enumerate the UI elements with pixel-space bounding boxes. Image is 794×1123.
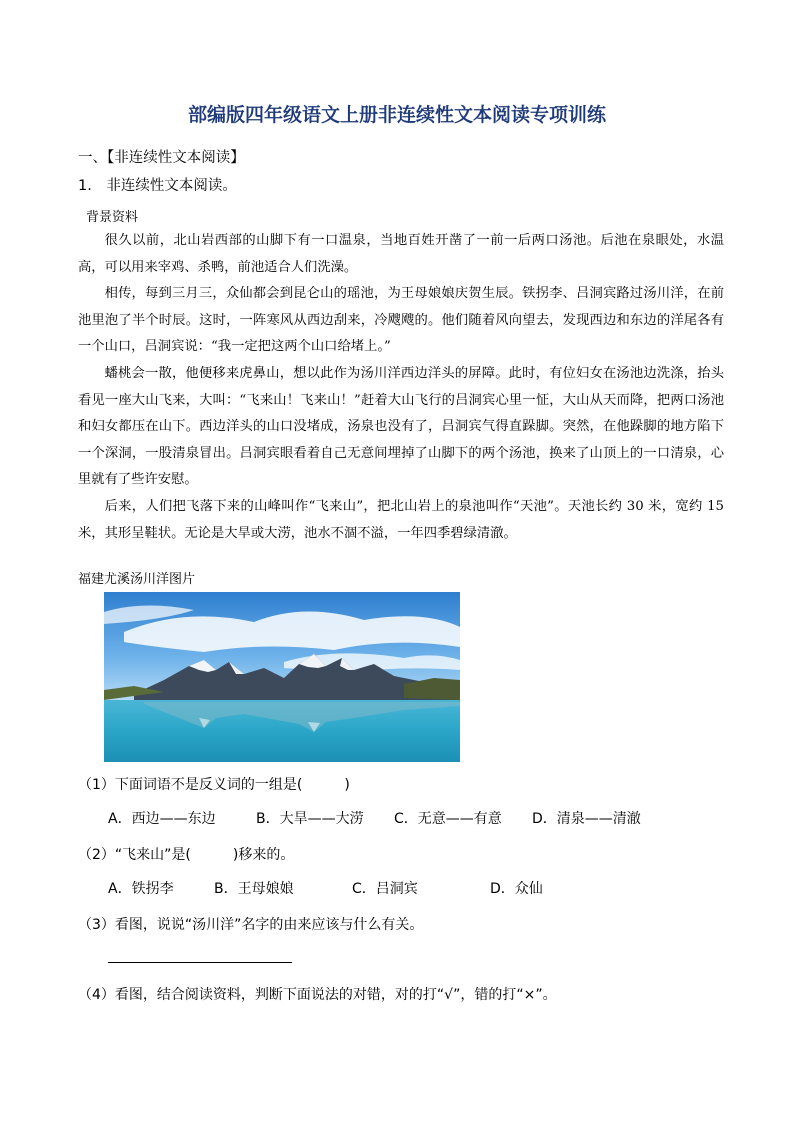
option-d: D．众仙 <box>490 881 543 897</box>
passage-paragraph: 后来，人们把飞落下来的山峰叫作“飞来山”，把北山岩上的泉池叫作“天池”。天池长约 30 米，宽约 15 米，其形呈鞋状。无论是大旱或大涝，池水不涸不溢，一年四季碧绿清澈。 <box>78 498 724 541</box>
image-caption: 福建尤溪汤川洋图片 <box>78 572 196 587</box>
question-2-options <box>108 878 543 898</box>
option-c: C．无意——有意 <box>394 811 502 827</box>
passage-paragraph: 很久以前，北山岩西部的山脚下有一口温泉，当地百姓开凿了一前一后两口汤池。后池在泉眼处，水温高，可以用来宰鸡、杀鸭，前池适合人们洗澡。 <box>78 233 724 275</box>
question-3: （3）看图，说说“汤川洋”名字的由来应该与什么有关。 <box>78 917 424 933</box>
page-title: 部编版四年级语文上册非连续性文本阅读专项训练 <box>187 104 606 126</box>
question-1-options <box>108 808 641 828</box>
option-a: A．铁拐李 <box>108 881 174 897</box>
passage-paragraph: 相传，每到三月三，众仙都会到昆仑山的瑶池，为王母娘娘庆贺生辰。铁拐李、吕洞宾路过汤川洋，在前池里泡了半个时辰。这时，一阵寒风从西边刮来，冷飕飕的。他们随着风向望去，发现西边和东边的洋尾各有一个山口，吕洞宾说：“我一定把这两个山口给堵上。” <box>78 286 724 355</box>
question-2: （2）“飞来山”是( )移来的。 <box>78 847 295 863</box>
question-1: （1）下面词语不是反义词的一组是( ) <box>78 777 350 793</box>
answer-blank-line[interactable] <box>108 962 292 963</box>
background-label: 背景资料 <box>86 210 139 225</box>
section-heading: 一、【非连续性文本阅读】 <box>78 150 245 166</box>
question-intro: 1. 非连续性文本阅读。 <box>78 178 237 194</box>
option-c: C．吕洞宾 <box>352 881 418 897</box>
option-b: B．大旱——大涝 <box>256 811 364 827</box>
question-4: （4）看图，结合阅读资料，判断下面说法的对错，对的打“√”，错的打“×”。 <box>78 987 557 1003</box>
option-a: A．西边——东边 <box>108 811 216 827</box>
passage-paragraph: 蟠桃会一散，他便移来虎鼻山，想以此作为汤川洋西边洋头的屏障。此时，有位妇女在汤池边洗涤，抬头看见一座大山飞来，大叫：“飞来山！飞来山！”赶着大山飞行的吕洞宾心里一怔，大山从天而降，把两口汤池和妇女都压在山下。西边洋头的山口没堵成，汤泉也没有了，吕洞宾气得直跺脚。突然，在他跺脚的地方陷下一个深洞，一股清泉冒出。吕洞宾眼看着自己无意间埋掉了山脚下的两个汤池，换来了山顶上的一口清泉，心里就有了些许安慰。 <box>78 365 724 488</box>
option-b: B．王母娘娘 <box>214 881 294 897</box>
passage <box>78 228 724 547</box>
lake-mountain-photo <box>104 592 460 762</box>
option-d: D．清泉——清澈 <box>532 811 641 827</box>
